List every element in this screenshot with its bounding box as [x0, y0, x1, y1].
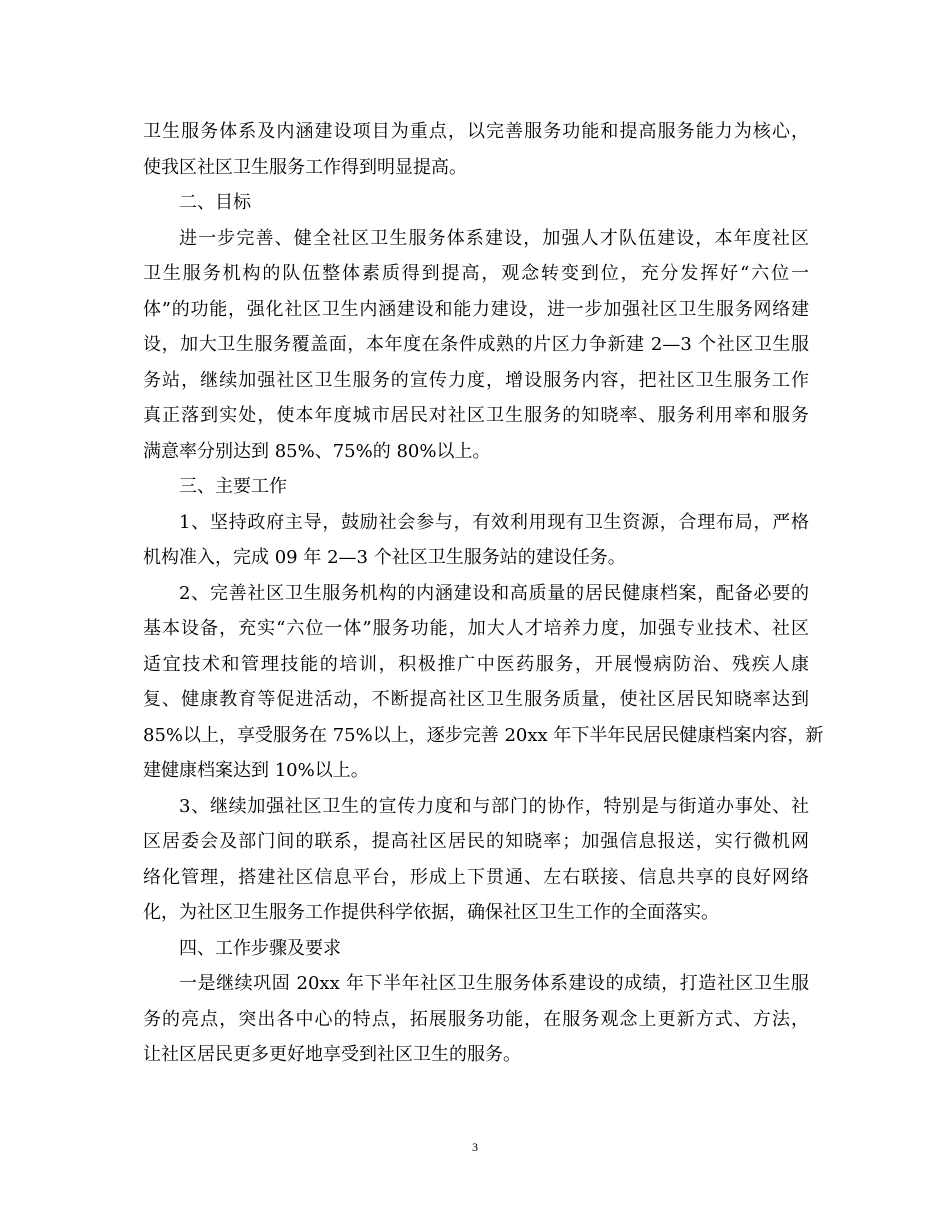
paragraph-start: 3、继续加强社区卫生的宣传力度和与部门的协作，特别是与街道办事处、社 — [179, 795, 809, 817]
text-line: 机构准入，完成 09 年 2—3 个社区卫生服务站的建设任务。 — [143, 547, 626, 568]
text-line: 设，加大卫生服务覆盖面，本年度在条件成熟的片区力争新建 2—3 个社区卫生服 — [143, 334, 809, 355]
text-line: 化，为社区卫生服务工作提供科学依据，确保社区卫生工作的全面落实。 — [143, 902, 719, 923]
text-line: 体”的功能，强化社区卫生内涵建设和能力建设，进一步加强社区卫生服务网络建 — [143, 298, 809, 320]
text-line: 满意率分别达到 85%、75%的 80%以上。 — [143, 440, 491, 462]
text-line: 复、健康教育等促进活动，不断提高社区卫生服务质量，使社区居民知晓率达到 — [143, 689, 809, 710]
text-line: 使我区社区卫生服务工作得到明显提高。 — [143, 156, 467, 178]
text-line: 络化管理，搭建社区信息平台，形成上下贯通、左右联接、信息共享的良好网络 — [143, 866, 809, 888]
page-number: 3 — [472, 1140, 478, 1154]
section-heading-main-work: 三、主要工作 — [179, 476, 287, 497]
text-line: 务站，继续加强社区卫生服务的宣传力度，增设服务内容，把社区卫生服务工作 — [143, 369, 809, 391]
text-line: 真正落到实处，使本年度城市居民对社区卫生服务的知晓率、服务利用率和服务 — [143, 405, 809, 426]
section-heading-steps: 四、工作步骤及要求 — [179, 937, 341, 959]
paragraph-start: 一是继续巩固 20xx 年下半年社区卫生服务体系建设的成绩，打造社区卫生服 — [179, 973, 809, 994]
text-line: 建健康档案达到 10%以上。 — [143, 760, 369, 781]
text-line: 适宜技术和管理技能的培训，积极推广中医药服务，开展慢病防治、残疾人康 — [143, 653, 809, 675]
text-line: 基本设备，充实“六位一体”服务功能，加大人才培养力度，加强专业技术、社区 — [143, 618, 809, 639]
text-line: 85%以上，享受服务在 75%以上，逐步完善 20xx 年下半年民居民健康档案内容，新 — [143, 724, 824, 746]
text-line: 卫生服务体系及内涵建设项目为重点，以完善服务功能和提高服务能力为核心， — [143, 121, 809, 142]
text-line: 让社区居民更多更好地享受到社区卫生的服务。 — [143, 1044, 521, 1065]
document-body — [143, 114, 824, 1073]
section-heading-goals: 二、目标 — [179, 192, 251, 213]
paragraph-start: 1、坚持政府主导，鼓励社会参与，有效利用现有卫生资源，合理布局，严格 — [179, 511, 809, 533]
text-line: 区居委会及部门间的联系，提高社区居民的知晓率；加强信息报送，实行微机网 — [143, 831, 809, 852]
text-line: 务的亮点，突出各中心的特点，拓展服务功能，在服务观念上更新方式、方法， — [143, 1008, 809, 1030]
text-line: 卫生服务机构的队伍整体素质得到提高，观念转变到位，充分发挥好“六位一 — [143, 263, 809, 284]
paragraph-start: 进一步完善、健全社区卫生服务体系建设，加强人才队伍建设，本年度社区 — [179, 227, 809, 249]
paragraph-start: 2、完善社区卫生服务机构的内涵建设和高质量的居民健康档案，配备必要的 — [179, 582, 809, 604]
